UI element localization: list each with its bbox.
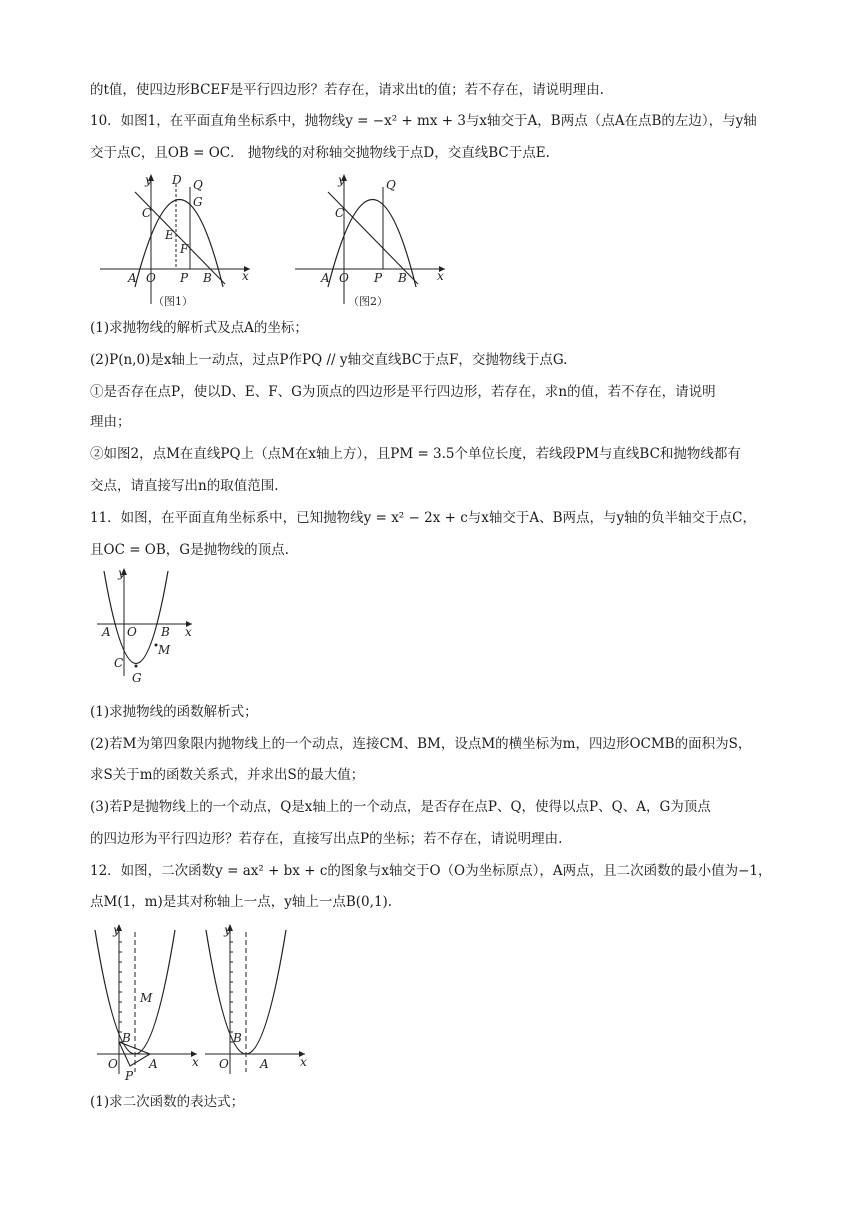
- figure-2-caption: （图2）: [348, 295, 388, 308]
- point-label-a: A: [321, 271, 330, 285]
- axis-x-label: x: [185, 625, 192, 639]
- point-label-g: G: [193, 195, 203, 209]
- text-line: (1)求抛物线的函数解析式；: [90, 704, 258, 720]
- axis-y-label: y: [338, 173, 345, 187]
- figure-5: [200, 922, 310, 1082]
- axis-x-label: x: [300, 1055, 307, 1069]
- point-label-o: O: [108, 1057, 118, 1071]
- text-line: ①是否存在点P，使以D、E、F、G为顶点的四边形是平行四边形，若存在，求n的值，若不存在，请说明: [90, 384, 716, 400]
- text-line: ②如图2，点M在直线PQ上（点M在x轴上方），且PM = 3.5个单位长度，若线段PM与直线BC和抛物线都有: [90, 446, 741, 462]
- point-label-o: O: [339, 271, 349, 285]
- point-label-m: M: [158, 643, 171, 657]
- point-label-p: P: [374, 271, 383, 285]
- point-label-c: C: [114, 656, 124, 670]
- point-label-a: A: [260, 1057, 269, 1071]
- point-label-b: B: [161, 625, 170, 639]
- point-label-a: A: [102, 625, 111, 639]
- point-label-d: D: [172, 173, 182, 187]
- point-label-p: P: [180, 271, 189, 285]
- text-line: 点M(1，m)是其对称轴上一点，y轴上一点B(0,1).: [90, 894, 393, 910]
- point-label-p: P: [125, 1069, 134, 1083]
- figure-2: [290, 172, 450, 307]
- text-line: (2)若M为第四象限内抛物线上的一个动点，连接CM、BM，设点M的横坐标为m，四边形OCMB的面积为S，: [90, 736, 752, 752]
- point-label-a: A: [149, 1057, 158, 1071]
- point-label-c: C: [142, 206, 152, 220]
- point-label-b: B: [398, 271, 407, 285]
- point-label-g: G: [132, 671, 142, 685]
- question-10-stem: 10．如图1，在平面直角坐标系中，抛物线y = −x² + mx + 3与x轴交于A，B两点（点A在点B的左边），与y轴: [90, 113, 757, 129]
- text-line: 理由；: [90, 414, 131, 430]
- point-label-o: O: [146, 271, 156, 285]
- point-label-e: E: [165, 228, 174, 242]
- axis-y-label: y: [118, 566, 125, 580]
- text-line: 且OC = OB，G是抛物线的顶点.: [90, 542, 289, 558]
- figure-1-caption: （图1）: [153, 295, 193, 308]
- text-line: (1)求二次函数的表达式；: [90, 1094, 245, 1110]
- axis-x-label: x: [437, 269, 444, 283]
- point-label-b: B: [203, 271, 212, 285]
- text-line: 求S关于m的函数关系式，并求出S的最大值；: [90, 767, 365, 783]
- text-line: (2)P(n,0)是x轴上一动点，过点P作PQ // y轴交直线BC于点F，交抛物线于点G.: [90, 352, 568, 368]
- point-label-q: Q: [386, 178, 396, 192]
- point-label-q: Q: [193, 178, 203, 192]
- point-label-a: A: [128, 271, 137, 285]
- point-label-f: F: [180, 242, 189, 256]
- axis-y-label: y: [224, 923, 231, 937]
- figure-4: [92, 922, 202, 1082]
- axis-y-label: y: [145, 173, 152, 187]
- text-line: (1)求抛物线的解析式及点A的坐标；: [90, 320, 308, 336]
- figure-3: [92, 566, 202, 691]
- point-label-o: O: [219, 1057, 229, 1071]
- text-line: 交点，请直接写出n的取值范围.: [90, 478, 279, 494]
- point-label-m: M: [140, 991, 153, 1005]
- text-line: 的四边形为平行四边形？若存在，直接写出点P的坐标；若不存在，请说明理由.: [90, 831, 563, 847]
- axis-x-label: x: [242, 269, 249, 283]
- figure-1: [95, 172, 255, 307]
- axis-x-label: x: [192, 1055, 199, 1069]
- point-label-b: B: [122, 1031, 131, 1045]
- point-label-c: C: [335, 206, 345, 220]
- point-label-o: O: [127, 625, 137, 639]
- question-11-stem: 11．如图，在平面直角坐标系中，已知抛物线y = x² − 2x + c与x轴交于A、B两点，与y轴的负半轴交于点C，: [90, 510, 757, 526]
- text-line: 的t值，使四边形BCEF是平行四边形？若存在，请求出t的值；若不存在，请说明理由.: [90, 82, 604, 98]
- axis-y-label: y: [113, 923, 120, 937]
- text-line: (3)若P是抛物线上的一个动点，Q是x轴上的一个动点，是否存在点P、Q，使得以点P、Q、A，G为顶点: [90, 799, 711, 815]
- text-line: 交于点C，且OB = OC． 抛物线的对称轴交抛物线于点D，交直线BC于点E.: [90, 145, 550, 161]
- question-12-stem: 12．如图，二次函数y = ax² + bx + c的图象与x轴交于O（O为坐标原点），A两点，且二次函数的最小值为−1，: [90, 863, 772, 879]
- point-label-b: B: [233, 1031, 242, 1045]
